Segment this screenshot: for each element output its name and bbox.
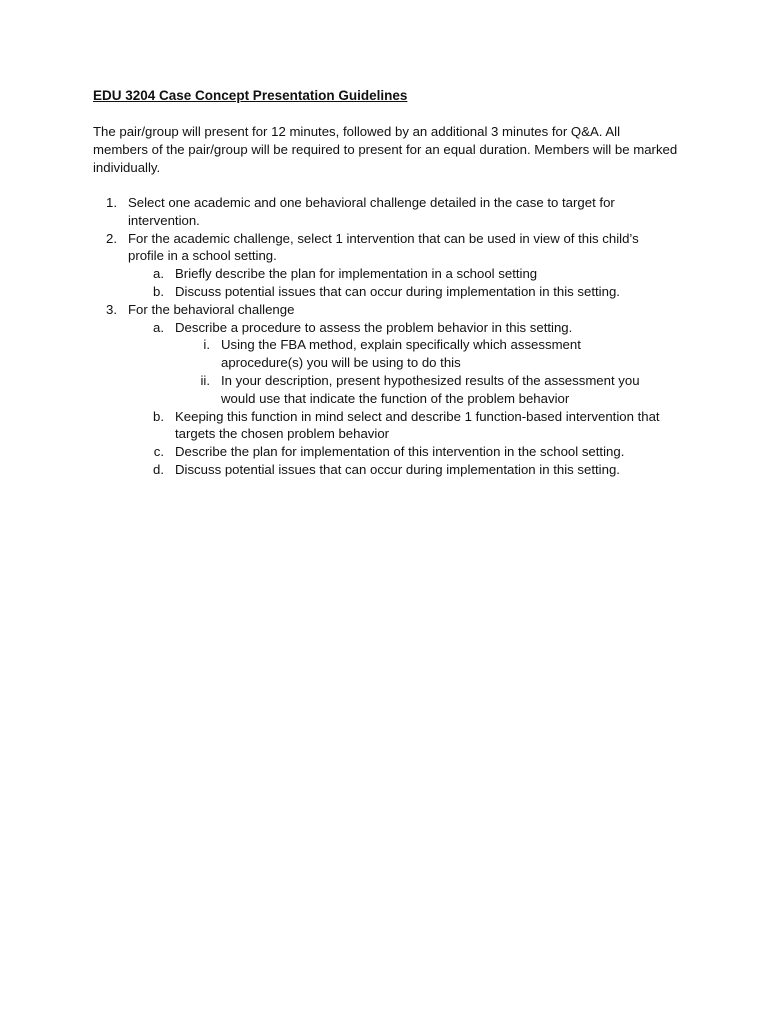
list-item-text: Discuss potential issues that can occur during implementation in this setting.: [175, 283, 620, 299]
list-item: [0, 230, 768, 266]
list-item-text: For the behavioral challenge: [128, 301, 295, 317]
list-item-text: Discuss potential issues that can occur during implementation in this setting.: [175, 461, 620, 477]
list-item-text: Briefly describe the plan for implementation in a school setting: [175, 266, 538, 282]
list-marker: c.: [153, 444, 164, 460]
list-marker: a.: [153, 266, 164, 282]
guidelines-list: [0, 194, 768, 479]
list-marker: i.: [203, 337, 210, 353]
list-item: [0, 301, 768, 319]
list-subitem: [0, 461, 768, 479]
list-subitem: [0, 408, 768, 444]
list-subsubitem: [0, 372, 768, 408]
list-marker: 1.: [106, 195, 117, 210]
document-title: EDU 3204 Case Concept Presentation Guidelines: [93, 88, 408, 103]
list-item-text: Describe a procedure to assess the problem behavior in this setting.: [175, 319, 573, 335]
list-item: [0, 194, 768, 230]
list-subitem: [0, 265, 768, 283]
list-item-text: Describe the plan for implementation of this intervention in the school setting.: [175, 444, 625, 460]
list-marker: 3.: [106, 301, 117, 317]
list-subitem: [0, 443, 768, 461]
list-marker: a.: [153, 319, 164, 335]
list-subitem: [0, 283, 768, 301]
list-item-text: Using the FBA method, explain specifically which assessment aprocedure(s) you will be using to do this: [221, 337, 581, 371]
list-marker: d.: [153, 461, 164, 477]
list-marker: ii.: [200, 372, 210, 388]
list-item-text: In your description, present hypothesized results of the assessment you would use that indicate the function of the problem behavior: [221, 372, 640, 406]
list-marker: b.: [153, 408, 164, 424]
list-marker: b.: [153, 283, 164, 299]
list-item-text: For the academic challenge, select 1 intervention that can be used in view of this child’s profile in a school setting.: [128, 230, 639, 264]
list-item-text: Keeping this function in mind select and describe 1 function-based intervention that targets the chosen problem behavior: [175, 408, 660, 442]
intro-paragraph: The pair/group will present for 12 minutes, followed by an additional 3 minutes for Q&A. All members of the pair/group will be required to present for an equal duration. Members will be marked individually.: [93, 124, 678, 175]
list-subitem: [0, 319, 768, 337]
list-subsubitem: [0, 336, 768, 372]
list-marker: 2.: [106, 230, 117, 246]
list-item-text: Select one academic and one behavioral challenge detailed in the case to target for intervention.: [128, 195, 615, 228]
